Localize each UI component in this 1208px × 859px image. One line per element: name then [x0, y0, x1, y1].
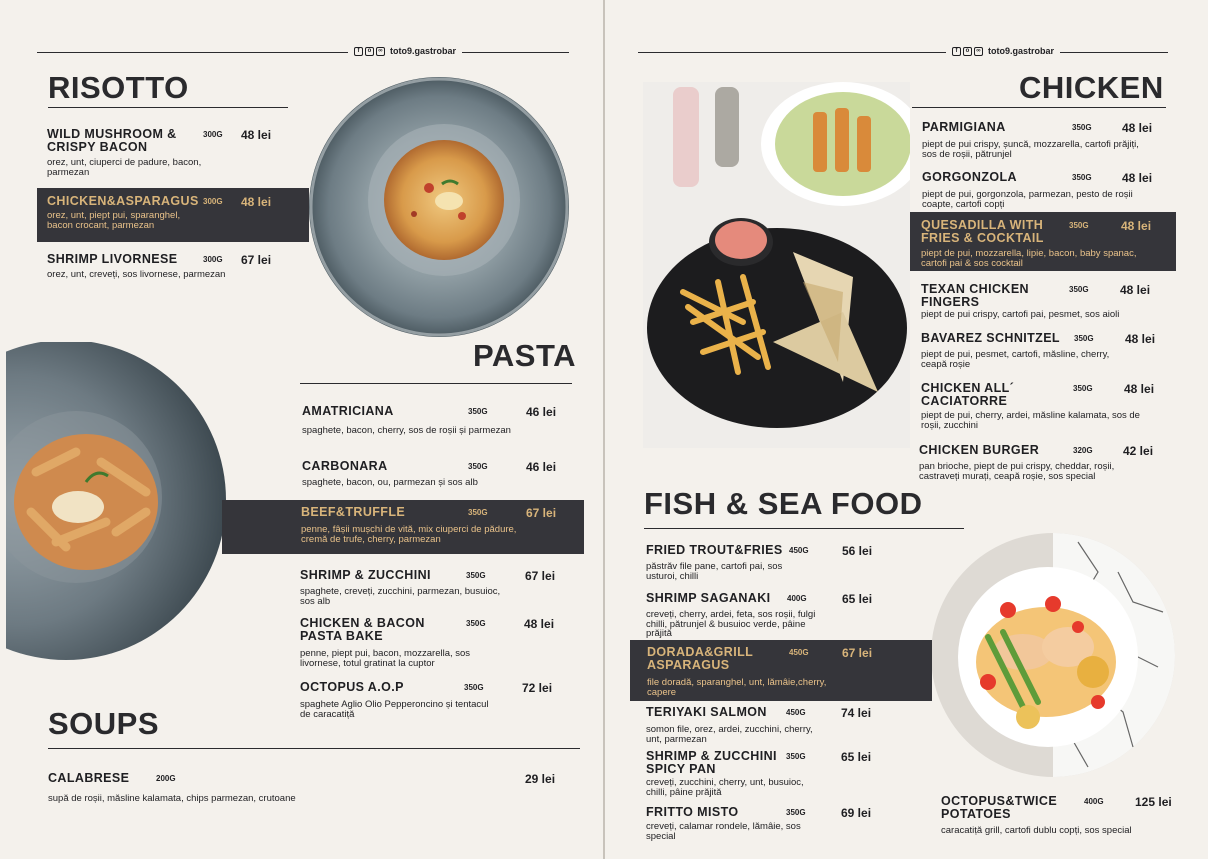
- item-weight: 450G: [789, 648, 809, 657]
- menu-item: [921, 283, 1171, 323]
- header-rule: [37, 52, 569, 53]
- item-price: 48 lei: [1122, 171, 1153, 185]
- menu-item: [646, 706, 906, 744]
- menu-item-featured: [921, 219, 1171, 267]
- menu-item-featured: [647, 646, 907, 698]
- item-name: AMATRICIANA: [302, 404, 394, 418]
- item-price: 48 lei: [1125, 332, 1156, 346]
- item-description: piept de pui crispy, cartofi pai, pesmet, sos aioli: [921, 309, 1120, 320]
- menu-item: [922, 121, 1172, 163]
- item-price: 74 lei: [841, 706, 872, 720]
- item-weight: 350G: [466, 619, 486, 628]
- item-weight: 300G: [203, 197, 223, 206]
- item-weight: 350G: [468, 407, 488, 416]
- item-weight: 450G: [786, 708, 806, 717]
- item-description: orez, unt, ciuperci de padure, bacon, parmezan: [47, 157, 202, 178]
- item-description: spaghete, bacon, cherry, sos de roșii și parmezan: [302, 425, 511, 436]
- item-name: WILD MUSHROOM & CRISPY BACON: [47, 127, 177, 154]
- item-price: 48 lei: [241, 128, 272, 142]
- item-name: FRITTO MISTO: [646, 805, 739, 819]
- instagram-icon: o: [365, 47, 374, 56]
- menu-item: [300, 617, 570, 673]
- item-description: spaghete Aglio Olio Pepperoncino și tentacul de caracatiță: [300, 699, 489, 720]
- item-price: 29 lei: [525, 772, 556, 786]
- tripadvisor-icon: ∞: [974, 47, 983, 56]
- item-description: piept de pui, mozzarella, lipie, bacon, baby spanac, cartofi pai & sos cocktail: [921, 248, 1137, 269]
- item-price: 69 lei: [841, 806, 872, 820]
- item-price: 56 lei: [842, 544, 873, 558]
- item-name: CHICKEN & BACON PASTA BAKE: [300, 616, 425, 643]
- item-name: CHICKEN ALL´ CACIATORRE: [921, 381, 1015, 408]
- section-rule: [300, 383, 572, 384]
- item-price: 125 lei: [1135, 795, 1172, 809]
- menu-item: [919, 444, 1173, 484]
- menu-item: [302, 405, 572, 449]
- item-weight: 350G: [1069, 285, 1089, 294]
- item-description: somon file, orez, ardei, zucchini, cherry, unt, parmezan: [646, 724, 813, 745]
- menu-item: [921, 332, 1171, 372]
- section-title-chicken: CHICKEN: [1019, 70, 1164, 105]
- item-weight: 200G: [156, 774, 176, 783]
- item-price: 46 lei: [526, 405, 557, 419]
- item-price: 67 lei: [526, 506, 557, 520]
- item-name: SHRIMP SAGANAKI: [646, 591, 771, 605]
- menu-item: [646, 592, 906, 638]
- section-rule: [644, 528, 964, 529]
- item-name: TEXAN CHICKEN FINGERS: [921, 282, 1029, 309]
- item-weight: 350G: [468, 508, 488, 517]
- menu-item: [300, 569, 570, 611]
- item-weight: 350G: [1074, 334, 1094, 343]
- item-description: orez, unt, piept pui, sparanghel, bacon crocant, parmezan: [47, 210, 181, 231]
- section-rule: [48, 107, 288, 108]
- item-description: creveți, cherry, ardei, feta, sos roșii, fulgi chilli, pătrunjel & busuioc verde, pâine prăjită: [646, 609, 816, 639]
- item-description: penne, fâșii mușchi de vită, mix ciuperci de pădure, cremă de trufe, cherry, parmezan: [301, 524, 517, 545]
- item-price: 72 lei: [522, 681, 553, 695]
- item-description: file doradă, sparanghel, unt, lămâie,cherry, capere: [647, 677, 827, 698]
- item-description: creveți, zucchini, cherry, unt, busuioc, chilli, pâine prăjită: [646, 777, 804, 798]
- menu-item: [941, 795, 1181, 839]
- item-weight: 350G: [1072, 173, 1092, 182]
- item-price: 48 lei: [1120, 283, 1151, 297]
- item-name: CALABRESE: [48, 771, 130, 785]
- section-rule: [912, 107, 1166, 108]
- item-name: CARBONARA: [302, 459, 388, 473]
- item-weight: 320G: [1073, 446, 1093, 455]
- item-name: TERIYAKI SALMON: [646, 705, 767, 719]
- item-price: 42 lei: [1123, 444, 1154, 458]
- item-price: 67 lei: [241, 253, 272, 267]
- item-name: DORADA&GRILL ASPARAGUS: [647, 645, 753, 672]
- item-name: BEEF&TRUFFLE: [301, 505, 406, 519]
- item-name: OCTOPUS A.O.P: [300, 680, 404, 694]
- section-title-fish: FISH & SEA FOOD: [644, 486, 923, 521]
- item-name: SHRIMP & ZUCCHINI SPICY PAN: [646, 749, 777, 776]
- item-weight: 300G: [203, 255, 223, 264]
- item-price: 67 lei: [842, 646, 873, 660]
- risotto-photo: [304, 76, 574, 338]
- item-price: 48 lei: [524, 617, 555, 631]
- brand-handle: toto9.gastrobar: [988, 46, 1055, 56]
- menu-item: [646, 544, 906, 586]
- menu-item: [922, 171, 1172, 211]
- item-weight: 350G: [1072, 123, 1092, 132]
- item-name: SHRIMP & ZUCCHINI: [300, 568, 431, 582]
- item-name: PARMIGIANA: [922, 120, 1006, 134]
- item-price: 48 lei: [1124, 382, 1155, 396]
- menu-item: [47, 128, 287, 180]
- item-description: piept de pui, cherry, ardei, măsline kalamata, sos de roșii, zucchini: [921, 410, 1140, 431]
- menu-item: [47, 253, 287, 285]
- item-price: 46 lei: [526, 460, 557, 474]
- item-name: GORGONZOLA: [922, 170, 1017, 184]
- facebook-icon: f: [354, 47, 363, 56]
- item-name: QUESADILLA WITH FRIES & COCKTAIL: [921, 218, 1044, 245]
- item-description: pan brioche, piept de pui crispy, cheddar, roșii, castraveți murați, ceapă roșie, sos special: [919, 461, 1115, 482]
- tripadvisor-icon: ∞: [376, 47, 385, 56]
- pasta-photo: [6, 342, 228, 660]
- item-description: orez, unt, creveți, sos livornese, parmezan: [47, 269, 226, 280]
- menu-item: [646, 806, 906, 846]
- menu-item: [300, 681, 570, 723]
- item-weight: 350G: [464, 683, 484, 692]
- item-description: piept de pui, pesmet, cartofi, măsline, cherry, ceapă roșie: [921, 349, 1110, 370]
- item-price: 65 lei: [842, 592, 873, 606]
- social-handle: [348, 46, 462, 56]
- page-spine: [603, 0, 605, 859]
- item-name: CHICKEN BURGER: [919, 443, 1040, 457]
- header-rule: [638, 52, 1168, 53]
- item-description: spaghete, creveți, zucchini, parmezan, busuioc, sos alb: [300, 586, 501, 607]
- item-weight: 350G: [1073, 384, 1093, 393]
- item-price: 65 lei: [841, 750, 872, 764]
- item-price: 48 lei: [241, 195, 272, 209]
- item-description: piept de pui crispy, șuncă, mozzarella, cartofi prăjiți, sos de roșii, pătrunjel: [922, 139, 1139, 160]
- item-price: 48 lei: [1121, 219, 1152, 233]
- salmon-photo: [928, 532, 1178, 778]
- item-weight: 400G: [1084, 797, 1104, 806]
- item-name: SHRIMP LIVORNESE: [47, 252, 178, 266]
- item-price: 67 lei: [525, 569, 556, 583]
- item-description: penne, piept pui, bacon, mozzarella, sos livornese, totul gratinat la cuptor: [300, 648, 471, 669]
- item-description: piept de pui, gorgonzola, parmezan, pesto de roșii coapte, cartofi copți: [922, 189, 1133, 210]
- item-weight: 350G: [786, 808, 806, 817]
- item-weight: 350G: [786, 752, 806, 761]
- section-title-pasta: PASTA: [473, 338, 576, 373]
- menu-item-featured: [301, 506, 571, 548]
- facebook-icon: f: [952, 47, 961, 56]
- item-weight: 350G: [468, 462, 488, 471]
- brand-handle: toto9.gastrobar: [390, 46, 457, 56]
- social-handle: [946, 46, 1060, 56]
- item-description: supă de roșii, măsline kalamata, chips parmezan, crutoane: [48, 793, 296, 804]
- item-weight: 450G: [789, 546, 809, 555]
- menu-item: [302, 460, 572, 492]
- item-name: OCTOPUS&TWICE POTATOES: [941, 794, 1058, 821]
- item-name: CHICKEN&ASPARAGUS: [47, 194, 199, 208]
- item-weight: 300G: [203, 130, 223, 139]
- item-description: caracatiță grill, cartofi dublu copți, sos special: [941, 825, 1132, 836]
- menu-item: [646, 750, 906, 798]
- section-rule: [48, 748, 580, 749]
- instagram-icon: o: [963, 47, 972, 56]
- item-weight: 350G: [466, 571, 486, 580]
- menu-page-right: [606, 0, 1208, 859]
- menu-item: [921, 382, 1171, 432]
- item-name: BAVAREZ SCHNITZEL: [921, 331, 1060, 345]
- item-description: păstrăv file pane, cartofi pai, sos usturoi, chilli: [646, 561, 783, 582]
- section-title-soups: SOUPS: [48, 706, 160, 741]
- section-title-risotto: RISOTTO: [48, 70, 189, 105]
- item-description: creveți, calamar rondele, lămâie, sos special: [646, 821, 801, 842]
- item-price: 48 lei: [1122, 121, 1153, 135]
- item-name: FRIED TROUT&FRIES: [646, 543, 783, 557]
- menu-item: [48, 772, 568, 808]
- item-description: spaghete, bacon, ou, parmezan și sos alb: [302, 477, 478, 488]
- item-weight: 400G: [787, 594, 807, 603]
- quesadilla-photo: [643, 82, 910, 448]
- menu-item-featured: [47, 195, 287, 235]
- item-weight: 350G: [1069, 221, 1089, 230]
